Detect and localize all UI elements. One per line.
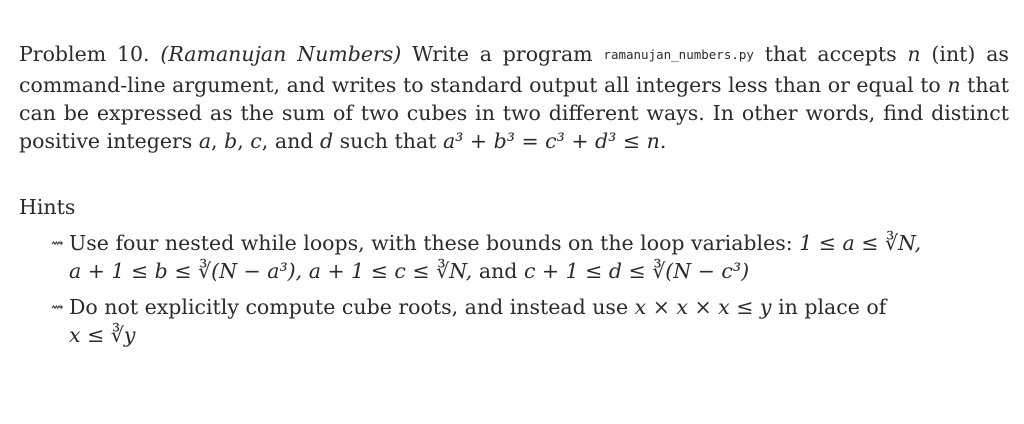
and-word: and xyxy=(274,129,314,153)
document-page xyxy=(19,40,1009,357)
such-that: such that xyxy=(339,129,437,153)
comma: , xyxy=(261,129,269,153)
hint-2-math-a: x × x × x ≤ y xyxy=(634,295,772,319)
var-b: b xyxy=(224,129,238,153)
hints-list xyxy=(19,229,1009,349)
squiggle-arrow-icon: ⇝ xyxy=(51,234,64,252)
hint-1-and: and xyxy=(478,259,518,283)
hint-1-math-1: 1 ≤ a ≤ ∛N, xyxy=(799,231,922,255)
hint-1-math-2b: a + 1 ≤ c ≤ ∛N, xyxy=(308,259,473,283)
hint-1-math-2c: c + 1 ≤ d ≤ ∛(N − c³) xyxy=(523,259,750,283)
hint-item xyxy=(19,293,1009,349)
hint-2-math-b: x ≤ ∛y xyxy=(69,323,136,347)
hint-1-math-2a: a + 1 ≤ b ≤ ∛(N − a³), xyxy=(69,259,303,283)
comma: , xyxy=(211,129,218,153)
hint-item xyxy=(19,229,1009,285)
hints-heading: Hints xyxy=(19,195,76,219)
problem-text-4: that can be expressed as the sum of two cubes in two different ways. In other words, find distinct positive integers xyxy=(19,73,1009,153)
var-n-2: n xyxy=(947,73,961,97)
var-a: a xyxy=(198,129,212,153)
problem-label: Problem 10. xyxy=(19,42,150,66)
problem-text-1: Write a program xyxy=(412,42,593,66)
hint-2-text: Do not explicitly compute cube roots, and instead use xyxy=(69,295,629,319)
var-d: d xyxy=(319,129,334,153)
comma: , xyxy=(237,129,244,153)
program-filename: ramanujan_numbers.py xyxy=(603,47,754,62)
problem-statement xyxy=(19,40,1009,155)
cube-equation: a³ + b³ = c³ + d³ ≤ n. xyxy=(442,129,667,153)
problem-text-3: (int) as command-line argument, and writes to standard output all integers less than or equal to xyxy=(19,42,1009,97)
var-c: c xyxy=(250,129,262,153)
var-n: n xyxy=(907,42,921,66)
squiggle-arrow-icon: ⇝ xyxy=(51,298,64,316)
hint-1-text: Use four nested while loops, with these bounds on the loop variables: xyxy=(69,231,793,255)
problem-title: (Ramanujan Numbers) xyxy=(160,42,402,66)
hint-2-text-b: in place of xyxy=(778,295,887,319)
problem-text-2: that accepts xyxy=(764,42,897,66)
